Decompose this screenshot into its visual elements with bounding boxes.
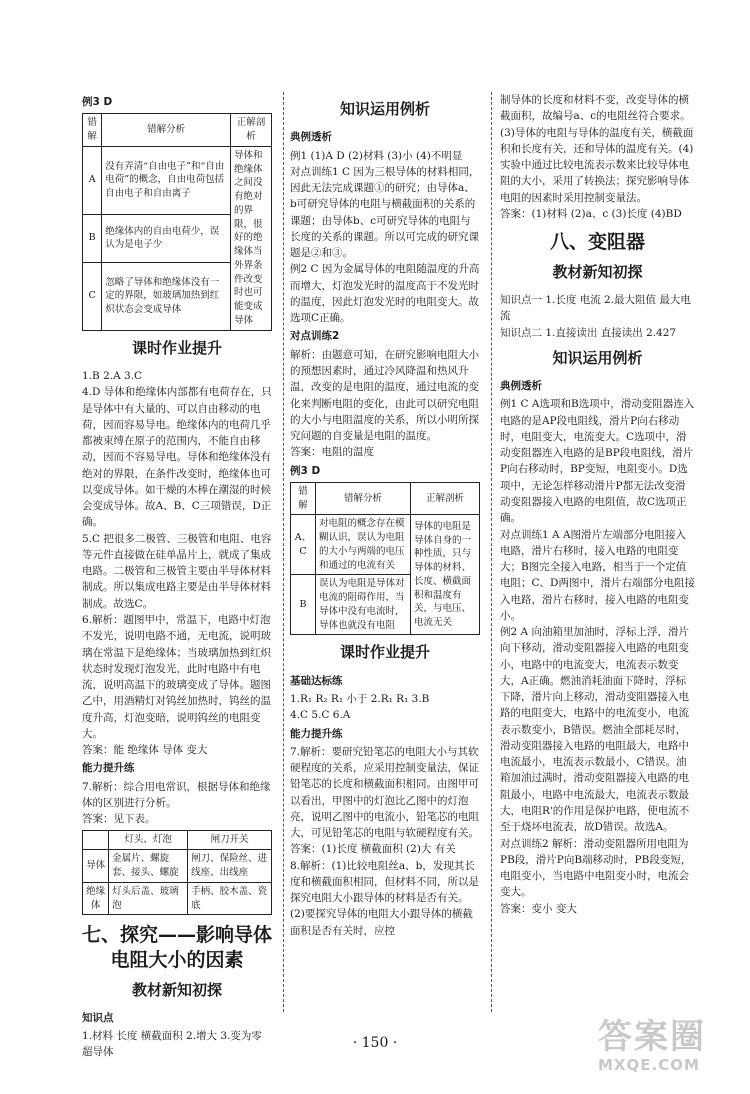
training-1: 对点训练1 A A图滑片左端部分电阻接入电路，滑片右移时，接入电路的电阻变大；B图完全接入电路，相当于一个定值电阻；C、D两图中，滑片右端部分电阻接入电路，滑片右移时，接入电路的电阻变小。 <box>500 528 695 622</box>
table-cell: 绝缘体 <box>83 882 109 915</box>
column-left <box>82 92 272 1061</box>
table-header: 错解 <box>83 114 102 147</box>
answer-line: 1.B 2.A 3.C <box>82 370 143 382</box>
section-title-homework: 课时作业提升 <box>339 643 430 662</box>
training-2-label: 对点训练2 <box>290 330 340 343</box>
table-header: 灯头、灯泡 <box>109 831 188 850</box>
answer-line: 6.解析：题图甲中，常温下，电路中灯泡不发光，说明电路不通，无电流，说明玻璃在常温下是绝缘体；当玻璃加热到红炽状态时发现灯泡发光，此时电路中有电流，说明高温下的玻璃变成了导体。题图乙中，用酒精灯对钨丝加热时，钨丝的温度升高，灯泡变暗，说明钨丝的电阻变大。 <box>82 613 271 740</box>
page-number: · 150 · <box>352 1035 398 1051</box>
table-header: 错解分析 <box>102 114 231 147</box>
example-2: 例2 A 向油箱里加油时，浮标上浮，滑片向下移动，滑动变阻器接入电路的电阻变小，电路中的电流变大，电流表示数变大，A正确。燃油消耗油面下降时，浮标下降，滑片向上移动，滑动变阻器接入电路的电阻变大，电路中的电流变小，电流表示数变小，B错误。燃油全部耗尽时，滑动变阻器接入电路的电阻最大，电路中电流最小，电流表示数最小，C错误。油箱加油过满时，滑动变阻器接入电路的电阻最小，电路中电流最大，电流表示数最大，电阻R'的作用是保护电路，使电流不至于烧坏电流表，故D错误。故选A。 <box>500 626 690 834</box>
answer-line: 1.R₁ R₂ R₁ 小于 2.R₁ R₁ 3.B <box>290 693 430 705</box>
question-7: 7.解析：要研究铅笔芯的电阻大小与其软硬程度的关系，应采用控制变量法，保证铅笔芯的长度和横截面积相同。由图甲可以看出，甲图中的灯泡比乙图中的灯泡亮，说明乙图中的电流小，铅笔芯的电阻大，可见铅笔芯的电阻与软硬程度有关。 <box>290 745 479 840</box>
error-analysis-table-1 <box>82 113 272 330</box>
table-cell: 灯头后盖、玻璃泡 <box>109 882 188 915</box>
section-title-new-knowledge: 教材新知初探 <box>131 980 222 999</box>
example-1: 例1 (1)A D (2)材料 (3)小 (4)不明显 <box>290 149 463 162</box>
example-3-header: 例3 D <box>82 96 113 108</box>
question-7-answer: 答案：(1)长度 横截面积 (2)大 有关 <box>290 843 456 856</box>
answer-line: 5.C 把很多二极管、三极管和电阻、电容等元件直接做在硅单晶片上，就成了集成电路。二极管和三极管主要由半导体材料制成。所以集成电路主要是由半导体材料制成。故选C。 <box>82 532 272 610</box>
watermark-logo <box>598 1017 738 1090</box>
table-header: 闸刀开关 <box>188 831 272 850</box>
table-cell: 金属片、螺旋套、接头、螺旋 <box>109 850 188 883</box>
training-2: 解析：由题意可知，在研究影响电阻大小的预想因素时，通过冷风降温和热风升温，改变的是电阻的温度，通过电流的变化来判断电阻的变化，由此可以研究电阻的大小与电阻温度的关系，所以小明所探究问题的自变量是电阻的温度。 <box>290 348 479 443</box>
table-cell: 误认为电阻是导体对电流的阻碍作用，当导体中没有电流时，导体也就没有电阻 <box>315 575 410 635</box>
training-2: 对点训练2 解析：滑动变阻器所用电阻为PB段，滑片P向B端移动时，PB段变短，电阻变小，当电路中电阻变小时，电流会变大。 <box>500 837 692 899</box>
question-8-answer: 答案：(1)材料 (2)a、c (3)长度 (4)BD <box>500 207 682 220</box>
watermark-sub: MXQE.COM <box>598 1056 700 1074</box>
table-cell: 导体和绝缘体之间没有绝对的界限，很好的绝缘体当外界条件改变时也可能变成导体 <box>231 146 272 330</box>
table-cell: A、C <box>291 515 316 575</box>
answer-line: 答案：能 绝缘体 导体 变大 <box>82 744 208 757</box>
table-cell: A <box>83 146 102 214</box>
table-cell: 忽略了导体和绝缘体没有一定的界限，如玻璃加热到红炽状态会变成导体 <box>102 262 231 330</box>
table-row <box>291 515 480 575</box>
table-cell: B <box>291 575 316 635</box>
table-cell: 对电阻的概念存在模糊认识，误认为电阻的大小与两端的电压和通过的电流有关 <box>315 515 410 575</box>
table-cell: 手柄、胶木盖、瓷底 <box>188 882 272 915</box>
example-2: 例2 C 因为金属导体的电阻随温度的升高而增大，灯泡发光时的温度高于不发光时的温度，因此灯泡发光时的电阻变大。故选项C正确。 <box>290 263 480 325</box>
answer-line: 4.D 导体和绝缘体内部都有电荷存在，只是导体中有大量的、可以自由移动的电荷，因而容易导电。绝缘体内的电荷几乎都被束缚在原子的范围内，不能自由移动，因而不容易导电。导体和绝缘体没有绝对的界限，在条件改变时，绝缘体也可以变成导体。如干燥的木棒在潮湿的时候会变成导体。故A、B、C三项错误，D正确。 <box>82 386 272 529</box>
knowledge-point-2: 知识点二 1.直接读出 直接读出 2.427 <box>500 326 677 339</box>
table-cell: 导体的电阻是导体自身的一种性质，只与导体的材料、长度、横截面积和温度有关，与电压、电流无关 <box>411 515 480 635</box>
table-row <box>83 146 272 214</box>
table-cell: B <box>83 214 102 262</box>
column-right <box>500 92 695 917</box>
table-header: 错解分析 <box>315 482 410 515</box>
ability-label: 能力提升练 <box>290 727 343 740</box>
example-3-header: 例3 D <box>290 464 321 477</box>
table-row <box>83 882 272 915</box>
table-cell: C <box>83 262 102 330</box>
watermark-main: 答案圈 <box>598 1017 706 1057</box>
basic-label: 基础达标练 <box>290 674 343 687</box>
table-cell: 没有弄清“自由电子”和“自由电荷”的概念，自由电荷包括自由电子和自由离子 <box>102 146 231 214</box>
table-row <box>83 850 272 883</box>
knowledge-point-line: 1.材料 长度 横截面积 2.增大 3.变为零 超导体 <box>82 1030 262 1059</box>
question-8-continued: 制导体的长度和材料不变，改变导体的横截面积，故编号a、c的电阻丝符合要求。(3)导体的电阻与导体的温度有关，横截面积和长度有关，还和导体的温度有关。(4)实验中通过比较电流表示数来比较导体电阻的大小，采用了转换法；探究影响导体电阻的因素时采用控制变量法。 <box>500 94 694 204</box>
chapter-7-title-line1: 七、探究——影响导体 <box>82 924 273 947</box>
chapter-7-title <box>82 923 272 972</box>
table-cell: 绝缘体内的自由电荷少，误认为是电子少 <box>102 214 231 262</box>
example-1: 例1 C A选项和B选项中，滑动变阻器连入电路的是AP段电阻线，滑片P向右移动时，电阻变大，电流变大。C选项中，滑动变阻器连入电路的是BP段电阻线，滑片P向右移动时，BP变短，电阻变小。D选项中，无论怎样移动滑片P都无法改变滑动变阻器接入电路的电阻值，故C选项正确。 <box>500 398 695 525</box>
table-cell: 闸刀、保险丝、进线座、出线座 <box>188 850 272 883</box>
materials-table <box>82 830 272 915</box>
table-header <box>83 831 109 850</box>
typical-example-label: 典例透析 <box>290 131 332 144</box>
knowledge-point-1: 知识点一 1.长度 电流 2.最大阻值 最大电流 <box>500 294 691 323</box>
training-2-answer: 答案：变小 变大 <box>500 902 577 915</box>
section-title-apply: 知识运用例析 <box>339 100 430 118</box>
table-header: 正解剖析 <box>231 114 272 147</box>
column-divider-1 <box>283 92 284 1012</box>
question-8: 8.解析：(1)比较电阻丝a、b，发现其长度和横截面积相同，但材料不同，所以是探究电阻大小跟导体的材料是否有关。(2)要探究导体的电阻大小跟导体的横截面积是否有关时，应控 <box>290 859 479 937</box>
section-title-homework: 课时作业提升 <box>131 338 222 357</box>
table-header: 正解剖析 <box>411 482 480 515</box>
column-middle <box>290 92 480 939</box>
column-divider-2 <box>491 92 492 1012</box>
question-7-answer: 答案：见下表。 <box>82 813 156 826</box>
chapter-7-title-line2: 电阻大小的因素 <box>110 948 244 971</box>
chapter-8-title: 八、变阻器 <box>549 231 645 254</box>
ability-label: 能力提升练 <box>82 762 135 775</box>
training-2-answer: 答案：电阻的温度 <box>290 446 374 459</box>
question-7-text: 7.解析：综合用电常识，根据导体和绝缘体的区别进行分析。 <box>82 780 271 809</box>
error-analysis-table-2 <box>290 482 480 636</box>
table-cell: 导体 <box>83 850 109 883</box>
answer-line: 4.C 5.C 6.A <box>290 709 351 722</box>
typical-example-label: 典例透析 <box>500 380 542 393</box>
section-title-new-knowledge: 教材新知初探 <box>552 262 643 281</box>
table-header: 错解 <box>291 482 316 515</box>
knowledge-point-label: 知识点 <box>82 1011 114 1024</box>
training-1: 对点训练1 C 因为三根导体的材料相同，因此无法完成课题①的研究；由导体a、b可研究导体的电阻与横截面积的关系的课题；由导体b、c可研究导体的电阻与长度的关系的课题。所以可完成的研究课题是②和③。 <box>290 165 480 260</box>
section-title-apply: 知识运用例析 <box>552 348 643 367</box>
